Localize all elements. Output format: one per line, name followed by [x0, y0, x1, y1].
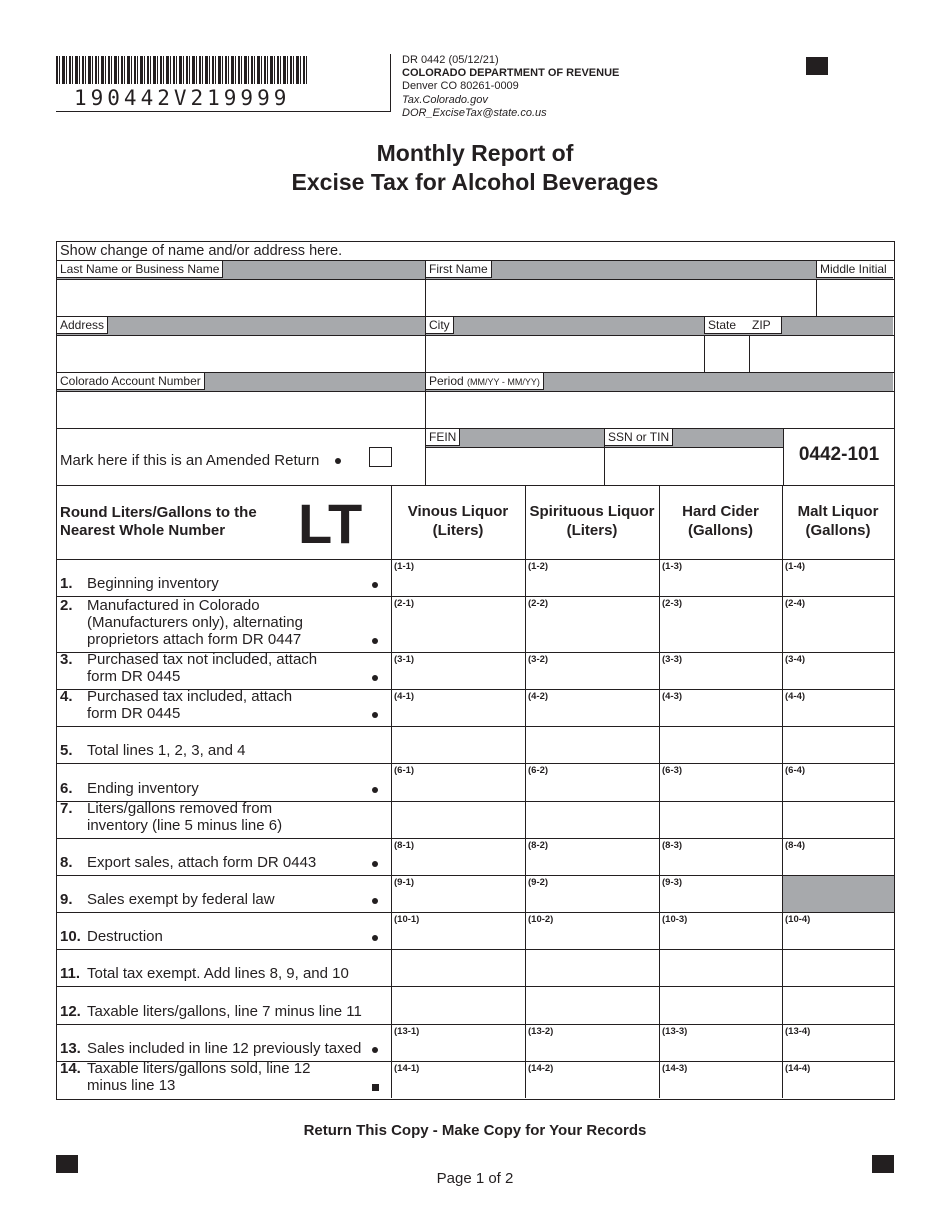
- registration-mark-top-right: [806, 57, 828, 75]
- account-number-field[interactable]: [57, 392, 424, 428]
- cell-code: (2-2): [528, 598, 549, 609]
- column-unit: (Gallons): [687, 522, 753, 539]
- return-copy-note: Return This Copy - Make Copy for Your Records: [303, 1122, 647, 1139]
- line-text: form DR 0445: [87, 705, 181, 722]
- barcode: [56, 56, 309, 84]
- amount-input[interactable]: [526, 727, 658, 762]
- line-text: Total lines 1, 2, 3, and 4: [87, 742, 246, 759]
- required-bullet: [372, 935, 378, 941]
- amount-input[interactable]: [392, 802, 524, 837]
- cell-code: (9-1): [394, 877, 415, 888]
- amount-input[interactable]: [783, 727, 893, 762]
- cell-code: (8-1): [394, 840, 415, 851]
- rule: [749, 335, 750, 373]
- rule: [425, 260, 426, 485]
- middle-initial-field[interactable]: [817, 280, 893, 316]
- rule: [56, 485, 894, 486]
- cell-code: (14-1): [394, 1063, 420, 1074]
- shade-band: [57, 317, 425, 335]
- line-number: 5.: [60, 742, 73, 759]
- cell-code: (6-2): [528, 765, 549, 776]
- column-name: Vinous Liquor: [407, 503, 509, 520]
- amount-input[interactable]: [783, 987, 893, 1022]
- required-square: [372, 1084, 379, 1091]
- ssn-tin-label: SSN or TIN: [604, 429, 673, 446]
- cell-code: (14-3): [662, 1063, 688, 1074]
- amount-input[interactable]: [660, 950, 781, 985]
- cell-code: (14-4): [785, 1063, 811, 1074]
- amended-return-checkbox[interactable]: [369, 447, 392, 467]
- line-text: Total tax exempt. Add lines 8, 9, and 10: [87, 965, 349, 982]
- column-name: Malt Liquor: [797, 503, 879, 520]
- line-description: [60, 854, 377, 871]
- first-name-field[interactable]: [426, 280, 815, 316]
- line-number: 2.: [60, 597, 73, 614]
- line-number: 7.: [60, 800, 73, 817]
- cell-code: (8-2): [528, 840, 549, 851]
- cell-code: (14-2): [528, 1063, 554, 1074]
- line-text: Taxable liters/gallons, line 7 minus line 11: [87, 1003, 362, 1020]
- line-text: Beginning inventory: [87, 575, 219, 592]
- line-text: Taxable liters/gallons sold, line 12: [87, 1060, 311, 1077]
- state-field[interactable]: [705, 336, 748, 372]
- required-bullet: [372, 712, 378, 718]
- zip-label: ZIP: [749, 317, 782, 334]
- amount-input[interactable]: [392, 727, 524, 762]
- cell-code: (13-2): [528, 1026, 554, 1037]
- rounding-note-line-1: Round Liters/Gallons to the: [60, 504, 257, 521]
- cell-code: (3-3): [662, 654, 683, 665]
- cell-code: (1-2): [528, 561, 549, 572]
- line-description: [60, 688, 377, 722]
- cell-code: (4-4): [785, 691, 806, 702]
- rule: [816, 279, 817, 317]
- middle-initial-label: Middle Initial: [816, 261, 893, 278]
- line-number: 8.: [60, 854, 73, 871]
- state-label: State: [704, 317, 750, 334]
- line-text: (Manufacturers only), alternating: [87, 614, 303, 631]
- required-bullet: [372, 1047, 378, 1053]
- line-description: [60, 597, 377, 648]
- line-description: [60, 780, 377, 797]
- amount-input[interactable]: [783, 950, 893, 985]
- cell-code: (1-1): [394, 561, 415, 572]
- line-description: [60, 891, 377, 908]
- last-name-label: Last Name or Business Name: [57, 261, 223, 278]
- address-field[interactable]: [57, 336, 424, 372]
- amount-input[interactable]: [783, 802, 893, 837]
- column-header: [659, 502, 782, 540]
- line-description: [60, 800, 377, 834]
- shaded-cell: [783, 876, 894, 912]
- agency-header: [402, 54, 619, 120]
- required-bullet: [372, 861, 378, 867]
- cell-code: (10-3): [662, 914, 688, 925]
- line-description: [60, 1060, 377, 1094]
- column-header: [391, 502, 525, 540]
- amount-input[interactable]: [392, 987, 524, 1022]
- line-text: Sales exempt by federal law: [87, 891, 275, 908]
- zip-field[interactable]: [750, 336, 893, 372]
- amount-input[interactable]: [660, 727, 781, 762]
- cell-code: (3-2): [528, 654, 549, 665]
- shade-band: [426, 317, 893, 335]
- rounding-note-line-2: Nearest Whole Number: [60, 522, 226, 539]
- rule: [604, 428, 605, 485]
- required-bullet: [372, 638, 378, 644]
- line-number: 9.: [60, 891, 73, 908]
- line-number: 6.: [60, 780, 73, 797]
- column-header: [525, 502, 659, 540]
- cell-code: (6-3): [662, 765, 683, 776]
- cell-code: (9-3): [662, 877, 683, 888]
- fein-field[interactable]: [426, 448, 603, 484]
- line-number: 10.: [60, 928, 81, 945]
- column-unit: (Gallons): [805, 522, 871, 539]
- department-name: COLORADO DEPARTMENT OF REVENUE: [402, 67, 620, 80]
- address-label: Address: [57, 317, 108, 334]
- required-bullet: [372, 675, 378, 681]
- line-text: Liters/gallons removed from: [87, 800, 273, 817]
- line-text: Purchased tax not included, attach: [87, 651, 318, 668]
- cell-code: (1-4): [785, 561, 806, 572]
- page-title-line-2: Excise Tax for Alcohol Beverages: [291, 169, 659, 195]
- line-number: 12.: [60, 1003, 81, 1020]
- period-label-text: Period: [429, 374, 464, 388]
- form-code: 0442-101: [798, 444, 880, 465]
- department-website: Tax.Colorado.gov: [402, 93, 488, 106]
- cell-code: (8-3): [662, 840, 683, 851]
- column-name: Hard Cider: [682, 503, 759, 520]
- required-bullet: [372, 582, 378, 588]
- line-text: Ending inventory: [87, 780, 199, 797]
- rule: [704, 335, 705, 373]
- required-bullet: [335, 458, 341, 464]
- required-bullet: [372, 898, 378, 904]
- line-description: [60, 575, 377, 592]
- line-number: 3.: [60, 651, 73, 668]
- amount-input[interactable]: [526, 950, 658, 985]
- line-text: Purchased tax included, attach: [87, 688, 293, 705]
- line-text: Manufactured in Colorado: [87, 597, 260, 614]
- change-of-address-note: Show change of name and/or address here.: [60, 243, 343, 259]
- amount-input[interactable]: [660, 802, 781, 837]
- line-text: proprietors attach form DR 0447: [87, 631, 302, 648]
- line-number: 1.: [60, 575, 73, 592]
- line-text: Destruction: [87, 928, 163, 945]
- city-label: City: [426, 317, 454, 334]
- line-number: 11.: [60, 965, 81, 982]
- cell-code: (13-4): [785, 1026, 811, 1037]
- cell-code: (2-4): [785, 598, 806, 609]
- barcode-number: 190442V219999: [74, 86, 291, 110]
- rule: [783, 428, 784, 485]
- line-number: 4.: [60, 688, 73, 705]
- cell-code: (2-3): [662, 598, 683, 609]
- page-number: Page 1 of 2: [436, 1170, 514, 1187]
- form-id: DR 0442 (05/12/21): [402, 54, 499, 66]
- city-field[interactable]: [426, 336, 703, 372]
- cell-code: (6-1): [394, 765, 415, 776]
- cell-code: (4-1): [394, 691, 415, 702]
- cell-code: (10-2): [528, 914, 554, 925]
- fein-label: FEIN: [426, 429, 460, 446]
- line-text: Export sales, attach form DR 0443: [87, 854, 317, 871]
- cell-code: (4-2): [528, 691, 549, 702]
- amount-input[interactable]: [526, 987, 658, 1022]
- line-text: inventory (line 5 minus line 6): [87, 817, 283, 834]
- cell-code: (1-3): [662, 561, 683, 572]
- cell-code: (3-4): [785, 654, 806, 665]
- line-number: 14.: [60, 1060, 81, 1077]
- required-bullet: [372, 787, 378, 793]
- rounding-note: [60, 504, 257, 540]
- cell-code: (6-4): [785, 765, 806, 776]
- ssn-tin-field[interactable]: [605, 448, 782, 484]
- period-label: [426, 373, 544, 390]
- column-name: Spirituous Liquor: [529, 503, 655, 520]
- cell-code: (13-3): [662, 1026, 688, 1037]
- line-text: Sales included in line 12 previously taxed: [87, 1040, 362, 1057]
- last-name-field[interactable]: [57, 280, 424, 316]
- line-description: [60, 651, 377, 685]
- line-description: [60, 928, 377, 945]
- account-number-label: Colorado Account Number: [57, 373, 205, 390]
- line-description: [60, 742, 377, 759]
- line-text: minus line 13: [87, 1077, 176, 1094]
- period-field[interactable]: [426, 392, 893, 428]
- amount-input[interactable]: [392, 950, 524, 985]
- cell-code: (8-4): [785, 840, 806, 851]
- department-email: DOR_ExciseTax@state.co.us: [402, 106, 547, 119]
- barcode-underline: [56, 111, 390, 112]
- line-description: [60, 1040, 377, 1057]
- cell-code: (9-2): [528, 877, 549, 888]
- period-hint: (MM/YY - MM/YY): [467, 377, 540, 387]
- cell-code: (2-1): [394, 598, 415, 609]
- line-text: form DR 0445: [87, 668, 181, 685]
- amended-return-label: Mark here if this is an Amended Return: [60, 452, 320, 469]
- line-description: [60, 1003, 377, 1020]
- cell-code: (13-1): [394, 1026, 420, 1037]
- unit-mark: LT: [298, 492, 363, 555]
- cell-code: (10-4): [785, 914, 811, 925]
- line-number: 13.: [60, 1040, 81, 1057]
- header-divider: [390, 54, 391, 112]
- department-city: Denver CO 80261-0009: [402, 80, 519, 93]
- cell-code: (3-1): [394, 654, 415, 665]
- first-name-label: First Name: [426, 261, 492, 278]
- cell-code: (10-1): [394, 914, 420, 925]
- page-title-line-1: Monthly Report of: [376, 140, 574, 166]
- amount-input[interactable]: [660, 987, 781, 1022]
- column-unit: (Liters): [566, 522, 618, 539]
- column-header: [782, 502, 894, 540]
- cell-code: (4-3): [662, 691, 683, 702]
- column-unit: (Liters): [432, 522, 484, 539]
- line-description: [60, 965, 377, 982]
- amount-input[interactable]: [526, 802, 658, 837]
